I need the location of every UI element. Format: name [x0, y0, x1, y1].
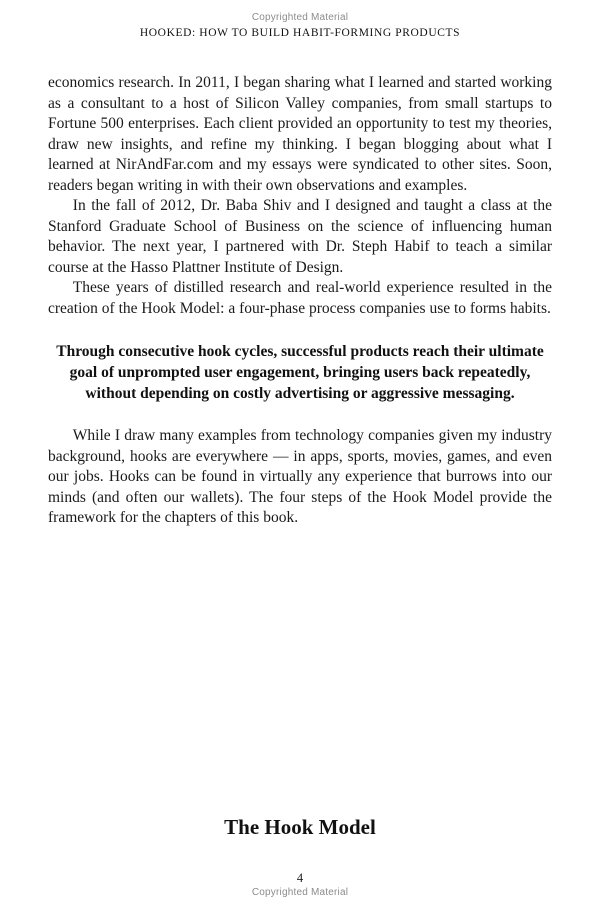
page-number: 4 [296, 871, 304, 885]
paragraph: economics research. In 2011, I began sharing what I learned and started working as a consultant to a host of Silicon Valley companies, from small startups to Fortune 500 enterprises. Each client provided an opportunity to test my theories, draw new insights, and refine my thinking. I began blogging about what I learned at NirAndFar.com and my essays were syndicated to other sites. Soon, readers began writing in with their own observations and examples. [48, 74, 552, 194]
copyright-notice-bottom: Copyrighted Material [251, 887, 349, 898]
section-heading: The Hook Model [224, 815, 376, 839]
running-header: HOOKED: HOW TO BUILD HABIT-FORMING PRODUCTS [139, 27, 461, 39]
paragraph: These years of distilled research and real-world experience resulted in the creation of the Hook Model: a four-phase process companies use to forms habits. [48, 279, 552, 317]
paragraph: In the fall of 2012, Dr. Baba Shiv and I designed and taught a class at the Stanford Graduate School of Business on the science of influencing human behavior. The next year, I partnered with Dr. Steph Habif to teach a similar course at the Hasso Plattner Institute of Design. [48, 197, 552, 276]
copyright-notice-top: Copyrighted Material [251, 12, 349, 23]
paragraph: While I draw many examples from technology companies given my industry background, hooks are everywhere — in apps, sports, movies, games, and even our jobs. Hooks can be found in virtually any experience that burrows into our minds (and often our wallets). The four steps of the Hook Model provide the framework for the chapters of this book. [48, 427, 552, 526]
pull-quote: Through consecutive hook cycles, successful products reach their ultimate goal of unprompted user engagement, bringing users back repeatedly, without depending on costly advertising or aggressive messaging. [56, 343, 544, 402]
page-body [48, 73, 552, 529]
page-footer [0, 871, 600, 898]
